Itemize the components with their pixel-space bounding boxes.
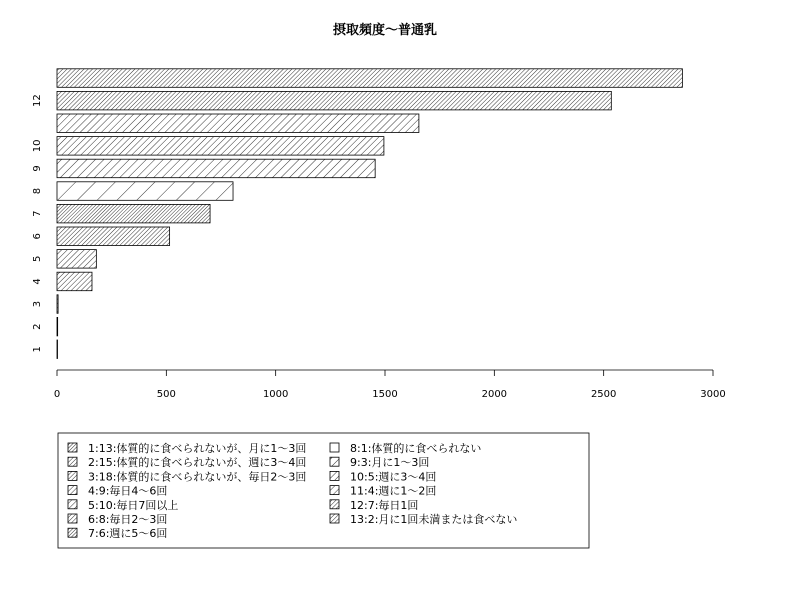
legend-entry: 6:8:毎日2〜3回: [88, 513, 168, 526]
chart-title: 摂取頻度〜普通乳: [332, 23, 438, 38]
y-tick-label: 2: [32, 323, 43, 330]
legend-entry: 8:1:体質的に食べられない: [350, 442, 482, 455]
legend-entry: 11:4:週に1〜2回: [350, 484, 437, 498]
y-tick-label: 9: [32, 165, 43, 172]
legend-swatch: [68, 457, 77, 466]
y-tick-label: 4: [32, 278, 43, 285]
legend-swatch: [68, 514, 77, 523]
legend-swatch: [68, 443, 77, 452]
legend-swatch: [68, 500, 77, 509]
x-tick-label: 2500: [590, 389, 617, 400]
bar-3: [57, 295, 58, 314]
legend-entry: 13:2:月に1回未満または食べない: [350, 513, 518, 526]
legend-entry: 1:13:体質的に食べられないが、月に1〜3回: [88, 442, 307, 455]
bar-1: [57, 340, 58, 359]
y-tick-label: 12: [32, 94, 43, 108]
legend-swatch: [330, 471, 339, 480]
legend-swatch: [330, 443, 339, 452]
bar-4: [57, 272, 92, 291]
y-tick-label: 1: [32, 346, 43, 353]
bar-2: [57, 317, 58, 336]
y-tick-label: 3: [32, 300, 43, 308]
bar-13: [57, 69, 682, 88]
legend-entry: 7:6:週に5〜6回: [88, 527, 168, 541]
bar-7: [57, 204, 210, 223]
legend-swatch: [330, 500, 339, 509]
bar-8: [57, 182, 233, 201]
y-tick-label: 5: [32, 255, 43, 263]
legend-entry: 4:9:毎日4〜6回: [88, 484, 168, 498]
y-tick-label: 6: [32, 233, 43, 240]
y-tick-label: 8: [32, 187, 43, 195]
legend: [58, 433, 589, 548]
legend-entry: 5:10:毎日7回以上: [88, 498, 179, 512]
x-axis: [54, 370, 726, 400]
x-tick-label: 0: [53, 389, 61, 400]
legend-entry: 2:15:体質的に食べられないが、週に3〜4回: [88, 456, 307, 470]
bars: [57, 69, 682, 359]
bar-10: [57, 137, 384, 156]
legend-entry: 12:7:毎日1回: [350, 498, 419, 512]
bar-11: [57, 114, 419, 133]
legend-swatch: [330, 486, 339, 495]
legend-swatch: [330, 457, 339, 466]
legend-swatch: [68, 486, 77, 495]
bar-9: [57, 159, 375, 178]
x-tick-label: 2000: [481, 389, 508, 400]
bar-5: [57, 250, 96, 269]
x-tick-label: 500: [156, 389, 176, 400]
legend-entry: 3:18:体質的に食べられないが、毎日2〜3回: [88, 470, 307, 484]
y-tick-label: 7: [32, 210, 43, 217]
x-tick-label: 1500: [372, 389, 398, 400]
y-tick-label: 10: [32, 139, 43, 153]
y-axis: [32, 94, 43, 352]
x-tick-label: 1000: [262, 389, 289, 400]
legend-swatch: [330, 514, 339, 523]
x-tick-label: 3000: [700, 389, 726, 400]
bar-12: [57, 91, 611, 110]
legend-entry: 10:5:週に3〜4回: [350, 470, 437, 484]
legend-swatch: [68, 471, 77, 480]
bar-6: [57, 227, 170, 246]
legend-entry: 9:3:月に1〜3回: [350, 456, 430, 470]
legend-swatch: [68, 528, 77, 537]
